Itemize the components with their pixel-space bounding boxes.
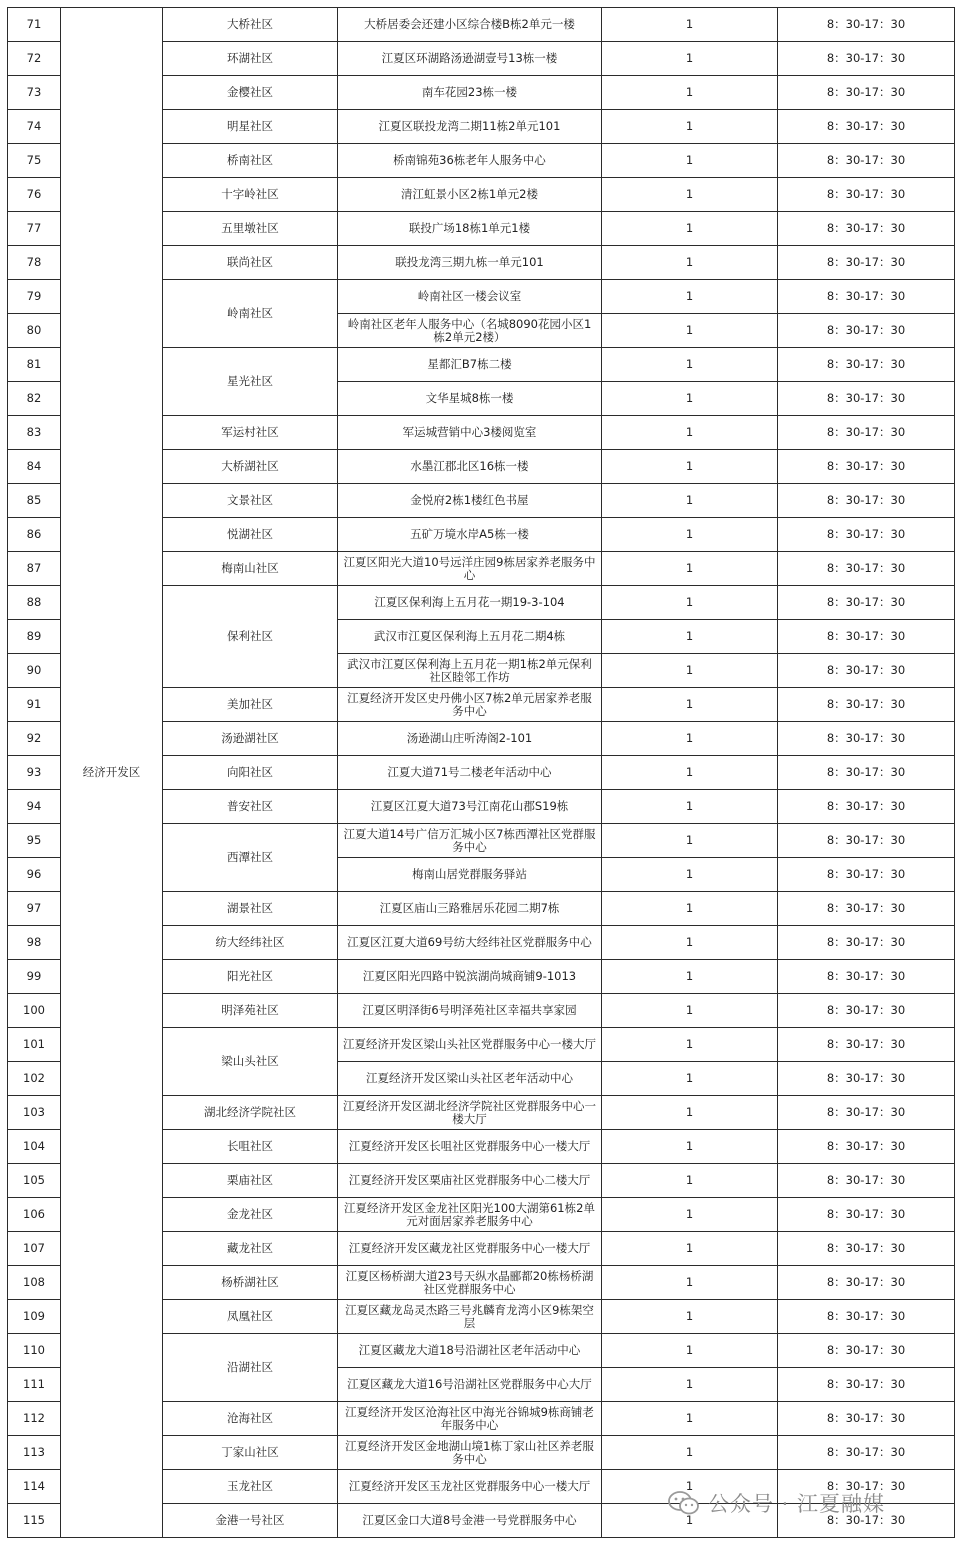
address-cell: 江夏区阳光四路中锐滨湖尚城商铺9-1013 xyxy=(338,960,602,994)
row-number: 75 xyxy=(8,144,61,178)
address-cell: 武汉市江夏区保利海上五月花一期1栋2单元保利社区睦邻工作坊 xyxy=(338,654,602,688)
row-number: 93 xyxy=(8,756,61,790)
address-cell: 江夏大道71号二楼老年活动中心 xyxy=(338,756,602,790)
count-cell: 1 xyxy=(602,212,778,246)
address-cell: 星都汇B7栋二楼 xyxy=(338,348,602,382)
row-number: 87 xyxy=(8,552,61,586)
district-cell: 经济开发区 xyxy=(61,8,163,1538)
count-cell: 1 xyxy=(602,892,778,926)
row-number: 111 xyxy=(8,1368,61,1402)
community-cell: 藏龙社区 xyxy=(163,1232,338,1266)
hours-cell: 8：30-17：30 xyxy=(778,178,955,212)
community-cell: 沧海社区 xyxy=(163,1402,338,1436)
row-number: 100 xyxy=(8,994,61,1028)
count-cell: 1 xyxy=(602,348,778,382)
address-cell: 江夏经济开发区梁山头社区老年活动中心 xyxy=(338,1062,602,1096)
address-cell: 江夏经济开发区金龙社区阳光100大湖第61栋2单元对面居家养老服务中心 xyxy=(338,1198,602,1232)
address-cell: 南车花园23栋一楼 xyxy=(338,76,602,110)
address-cell: 江夏经济开发区金地湖山境1栋丁家山社区养老服务中心 xyxy=(338,1436,602,1470)
count-cell: 1 xyxy=(602,110,778,144)
row-number: 95 xyxy=(8,824,61,858)
count-cell: 1 xyxy=(602,1436,778,1470)
row-number: 76 xyxy=(8,178,61,212)
row-number: 90 xyxy=(8,654,61,688)
community-cell: 美加社区 xyxy=(163,688,338,722)
row-number: 98 xyxy=(8,926,61,960)
community-cell: 文景社区 xyxy=(163,484,338,518)
count-cell: 1 xyxy=(602,8,778,42)
row-number: 80 xyxy=(8,314,61,348)
hours-cell: 8：30-17：30 xyxy=(778,1368,955,1402)
row-number: 96 xyxy=(8,858,61,892)
hours-cell: 8：30-17：30 xyxy=(778,212,955,246)
table-row xyxy=(8,8,955,42)
count-cell: 1 xyxy=(602,1130,778,1164)
address-cell: 江夏经济开发区梁山头社区党群服务中心一楼大厅 xyxy=(338,1028,602,1062)
count-cell: 1 xyxy=(602,756,778,790)
community-cell: 沿湖社区 xyxy=(163,1334,338,1402)
count-cell: 1 xyxy=(602,688,778,722)
address-cell: 江夏经济开发区藏龙社区党群服务中心一楼大厅 xyxy=(338,1232,602,1266)
hours-cell: 8：30-17：30 xyxy=(778,1504,955,1538)
address-cell: 清江虹景小区2栋1单元2楼 xyxy=(338,178,602,212)
community-cell: 纺大经纬社区 xyxy=(163,926,338,960)
hours-cell: 8：30-17：30 xyxy=(778,1470,955,1504)
hours-cell: 8：30-17：30 xyxy=(778,1096,955,1130)
count-cell: 1 xyxy=(602,858,778,892)
row-number: 105 xyxy=(8,1164,61,1198)
row-number: 74 xyxy=(8,110,61,144)
community-cell: 联尚社区 xyxy=(163,246,338,280)
count-cell: 1 xyxy=(602,586,778,620)
hours-cell: 8：30-17：30 xyxy=(778,416,955,450)
hours-cell: 8：30-17：30 xyxy=(778,314,955,348)
hours-cell: 8：30-17：30 xyxy=(778,824,955,858)
hours-cell: 8：30-17：30 xyxy=(778,552,955,586)
address-cell: 江夏区藏龙大道16号沿湖社区党群服务中心大厅 xyxy=(338,1368,602,1402)
address-cell: 江夏区保利海上五月花一期19-3-104 xyxy=(338,586,602,620)
community-cell: 桥南社区 xyxy=(163,144,338,178)
hours-cell: 8：30-17：30 xyxy=(778,858,955,892)
address-cell: 江夏经济开发区长咀社区党群服务中心一楼大厅 xyxy=(338,1130,602,1164)
count-cell: 1 xyxy=(602,960,778,994)
count-cell: 1 xyxy=(602,1164,778,1198)
address-cell: 水墨江郡北区16栋一楼 xyxy=(338,450,602,484)
hours-cell: 8：30-17：30 xyxy=(778,926,955,960)
community-cell: 保利社区 xyxy=(163,586,338,688)
hours-cell: 8：30-17：30 xyxy=(778,1334,955,1368)
community-cell: 汤逊湖社区 xyxy=(163,722,338,756)
address-cell: 江夏大道14号广信万汇城小区7栋西潭社区党群服务中心 xyxy=(338,824,602,858)
count-cell: 1 xyxy=(602,722,778,756)
row-number: 94 xyxy=(8,790,61,824)
address-cell: 江夏经济开发区栗庙社区党群服务中心二楼大厅 xyxy=(338,1164,602,1198)
address-cell: 文华星城8栋一楼 xyxy=(338,382,602,416)
hours-cell: 8：30-17：30 xyxy=(778,1436,955,1470)
count-cell: 1 xyxy=(602,552,778,586)
count-cell: 1 xyxy=(602,824,778,858)
address-cell: 军运城营销中心3楼阅览室 xyxy=(338,416,602,450)
count-cell: 1 xyxy=(602,1266,778,1300)
count-cell: 1 xyxy=(602,144,778,178)
community-cell: 五里墩社区 xyxy=(163,212,338,246)
row-number: 110 xyxy=(8,1334,61,1368)
community-cell: 明泽苑社区 xyxy=(163,994,338,1028)
hours-cell: 8：30-17：30 xyxy=(778,1300,955,1334)
hours-cell: 8：30-17：30 xyxy=(778,1198,955,1232)
community-cell: 大桥湖社区 xyxy=(163,450,338,484)
address-cell: 金悦府2栋1楼红色书屋 xyxy=(338,484,602,518)
count-cell: 1 xyxy=(602,76,778,110)
address-cell: 江夏区明泽街6号明泽苑社区幸福共享家园 xyxy=(338,994,602,1028)
community-cell: 星光社区 xyxy=(163,348,338,416)
hours-cell: 8：30-17：30 xyxy=(778,1164,955,1198)
community-cell: 悦湖社区 xyxy=(163,518,338,552)
address-cell: 江夏区藏龙大道18号沿湖社区老年活动中心 xyxy=(338,1334,602,1368)
community-cell: 金港一号社区 xyxy=(163,1504,338,1538)
address-cell: 江夏经济开发区史丹佛小区7栋2单元居家养老服务中心 xyxy=(338,688,602,722)
community-cell: 栗庙社区 xyxy=(163,1164,338,1198)
address-cell: 江夏区庙山三路雅居乐花园二期7栋 xyxy=(338,892,602,926)
table-body xyxy=(8,8,955,1538)
row-number: 115 xyxy=(8,1504,61,1538)
community-cell: 十字岭社区 xyxy=(163,178,338,212)
count-cell: 1 xyxy=(602,1096,778,1130)
community-cell: 普安社区 xyxy=(163,790,338,824)
community-cell: 玉龙社区 xyxy=(163,1470,338,1504)
count-cell: 1 xyxy=(602,1062,778,1096)
address-cell: 江夏区藏龙岛灵杰路三号兆麟育龙湾小区9栋架空层 xyxy=(338,1300,602,1334)
watermark-text: 公众号 · 江夏融媒 xyxy=(708,1492,886,1516)
count-cell: 1 xyxy=(602,790,778,824)
community-cell: 向阳社区 xyxy=(163,756,338,790)
hours-cell: 8：30-17：30 xyxy=(778,586,955,620)
hours-cell: 8：30-17：30 xyxy=(778,1266,955,1300)
row-number: 113 xyxy=(8,1436,61,1470)
hours-cell: 8：30-17：30 xyxy=(778,110,955,144)
community-cell: 金龙社区 xyxy=(163,1198,338,1232)
hours-cell: 8：30-17：30 xyxy=(778,1232,955,1266)
community-cell: 岭南社区 xyxy=(163,280,338,348)
row-number: 112 xyxy=(8,1402,61,1436)
hours-cell: 8：30-17：30 xyxy=(778,994,955,1028)
hours-cell: 8：30-17：30 xyxy=(778,8,955,42)
count-cell: 1 xyxy=(602,246,778,280)
row-number: 82 xyxy=(8,382,61,416)
hours-cell: 8：30-17：30 xyxy=(778,654,955,688)
address-cell: 江夏区金口大道8号金港一号党群服务中心 xyxy=(338,1504,602,1538)
count-cell: 1 xyxy=(602,1028,778,1062)
count-cell: 1 xyxy=(602,416,778,450)
row-number: 103 xyxy=(8,1096,61,1130)
address-cell: 岭南社区老年人服务中心（名城8090花园小区1栋2单元2楼） xyxy=(338,314,602,348)
row-number: 77 xyxy=(8,212,61,246)
row-number: 78 xyxy=(8,246,61,280)
community-cell: 梅南山社区 xyxy=(163,552,338,586)
row-number: 104 xyxy=(8,1130,61,1164)
count-cell: 1 xyxy=(602,1334,778,1368)
wechat-icon xyxy=(668,1490,700,1516)
count-cell: 1 xyxy=(602,518,778,552)
count-cell: 1 xyxy=(602,994,778,1028)
hours-cell: 8：30-17：30 xyxy=(778,484,955,518)
hours-cell: 8：30-17：30 xyxy=(778,1402,955,1436)
row-number: 109 xyxy=(8,1300,61,1334)
community-cell: 丁家山社区 xyxy=(163,1436,338,1470)
row-number: 102 xyxy=(8,1062,61,1096)
address-cell: 江夏区江夏大道69号纺大经纬社区党群服务中心 xyxy=(338,926,602,960)
row-number: 84 xyxy=(8,450,61,484)
hours-cell: 8：30-17：30 xyxy=(778,348,955,382)
count-cell: 1 xyxy=(602,382,778,416)
count-cell: 1 xyxy=(602,1300,778,1334)
address-cell: 江夏经济开发区玉龙社区党群服务中心一楼大厅 xyxy=(338,1470,602,1504)
community-cell: 湖景社区 xyxy=(163,892,338,926)
count-cell: 1 xyxy=(602,620,778,654)
address-cell: 联投龙湾三期九栋一单元101 xyxy=(338,246,602,280)
count-cell: 1 xyxy=(602,450,778,484)
row-number: 107 xyxy=(8,1232,61,1266)
hours-cell: 8：30-17：30 xyxy=(778,892,955,926)
address-cell: 江夏区环湖路汤逊湖壹号13栋一楼 xyxy=(338,42,602,76)
community-cell: 阳光社区 xyxy=(163,960,338,994)
count-cell: 1 xyxy=(602,1504,778,1538)
row-number: 79 xyxy=(8,280,61,314)
row-number: 92 xyxy=(8,722,61,756)
hours-cell: 8：30-17：30 xyxy=(778,756,955,790)
row-number: 106 xyxy=(8,1198,61,1232)
count-cell: 1 xyxy=(602,484,778,518)
row-number: 81 xyxy=(8,348,61,382)
address-cell: 江夏经济开发区湖北经济学院社区党群服务中心一楼大厅 xyxy=(338,1096,602,1130)
count-cell: 1 xyxy=(602,1402,778,1436)
count-cell: 1 xyxy=(602,1368,778,1402)
address-cell: 五矿万境水岸A5栋一楼 xyxy=(338,518,602,552)
address-cell: 汤逊湖山庄听涛阁2-101 xyxy=(338,722,602,756)
count-cell: 1 xyxy=(602,178,778,212)
watermark xyxy=(668,1488,885,1518)
address-cell: 江夏经济开发区沧海社区中海光谷锦城9栋商铺老年服务中心 xyxy=(338,1402,602,1436)
row-number: 89 xyxy=(8,620,61,654)
address-cell: 大桥居委会还建小区综合楼B栋2单元一楼 xyxy=(338,8,602,42)
community-cell: 军运村社区 xyxy=(163,416,338,450)
row-number: 86 xyxy=(8,518,61,552)
hours-cell: 8：30-17：30 xyxy=(778,144,955,178)
count-cell: 1 xyxy=(602,926,778,960)
hours-cell: 8：30-17：30 xyxy=(778,450,955,484)
hours-cell: 8：30-17：30 xyxy=(778,960,955,994)
community-cell: 明星社区 xyxy=(163,110,338,144)
hours-cell: 8：30-17：30 xyxy=(778,688,955,722)
community-cell: 长咀社区 xyxy=(163,1130,338,1164)
row-number: 88 xyxy=(8,586,61,620)
hours-cell: 8：30-17：30 xyxy=(778,1130,955,1164)
hours-cell: 8：30-17：30 xyxy=(778,246,955,280)
address-cell: 江夏区江夏大道73号江南花山郡S19栋 xyxy=(338,790,602,824)
hours-cell: 8：30-17：30 xyxy=(778,1028,955,1062)
row-number: 97 xyxy=(8,892,61,926)
row-number: 73 xyxy=(8,76,61,110)
community-cell: 西潭社区 xyxy=(163,824,338,892)
community-cell: 梁山头社区 xyxy=(163,1028,338,1096)
count-cell: 1 xyxy=(602,280,778,314)
hours-cell: 8：30-17：30 xyxy=(778,42,955,76)
address-cell: 江夏区杨桥湖大道23号天纵水晶郦都20栋杨桥湖社区党群服务中心 xyxy=(338,1266,602,1300)
count-cell: 1 xyxy=(602,1198,778,1232)
row-number: 72 xyxy=(8,42,61,76)
hours-cell: 8：30-17：30 xyxy=(778,620,955,654)
row-number: 114 xyxy=(8,1470,61,1504)
community-cell: 环湖社区 xyxy=(163,42,338,76)
address-cell: 武汉市江夏区保利海上五月花二期4栋 xyxy=(338,620,602,654)
hours-cell: 8：30-17：30 xyxy=(778,518,955,552)
hours-cell: 8：30-17：30 xyxy=(778,382,955,416)
hours-cell: 8：30-17：30 xyxy=(778,1062,955,1096)
row-number: 71 xyxy=(8,8,61,42)
count-cell: 1 xyxy=(602,1470,778,1504)
count-cell: 1 xyxy=(602,314,778,348)
row-number: 91 xyxy=(8,688,61,722)
community-cell: 杨桥湖社区 xyxy=(163,1266,338,1300)
community-cell: 湖北经济学院社区 xyxy=(163,1096,338,1130)
row-number: 83 xyxy=(8,416,61,450)
address-cell: 桥南锦苑36栋老年人服务中心 xyxy=(338,144,602,178)
hours-cell: 8：30-17：30 xyxy=(778,280,955,314)
row-number: 85 xyxy=(8,484,61,518)
count-cell: 1 xyxy=(602,654,778,688)
count-cell: 1 xyxy=(602,42,778,76)
address-cell: 江夏区联投龙湾二期11栋2单元101 xyxy=(338,110,602,144)
address-cell: 联投广场18栋1单元1楼 xyxy=(338,212,602,246)
row-number: 108 xyxy=(8,1266,61,1300)
row-number: 101 xyxy=(8,1028,61,1062)
address-cell: 江夏区阳光大道10号远洋庄园9栋居家养老服务中心 xyxy=(338,552,602,586)
service-sites-table xyxy=(7,7,955,1538)
community-cell: 凤凰社区 xyxy=(163,1300,338,1334)
row-number: 99 xyxy=(8,960,61,994)
address-cell: 梅南山居党群服务驿站 xyxy=(338,858,602,892)
hours-cell: 8：30-17：30 xyxy=(778,722,955,756)
hours-cell: 8：30-17：30 xyxy=(778,790,955,824)
count-cell: 1 xyxy=(602,1232,778,1266)
hours-cell: 8：30-17：30 xyxy=(778,76,955,110)
community-cell: 金樱社区 xyxy=(163,76,338,110)
address-cell: 岭南社区一楼会议室 xyxy=(338,280,602,314)
community-cell: 大桥社区 xyxy=(163,8,338,42)
